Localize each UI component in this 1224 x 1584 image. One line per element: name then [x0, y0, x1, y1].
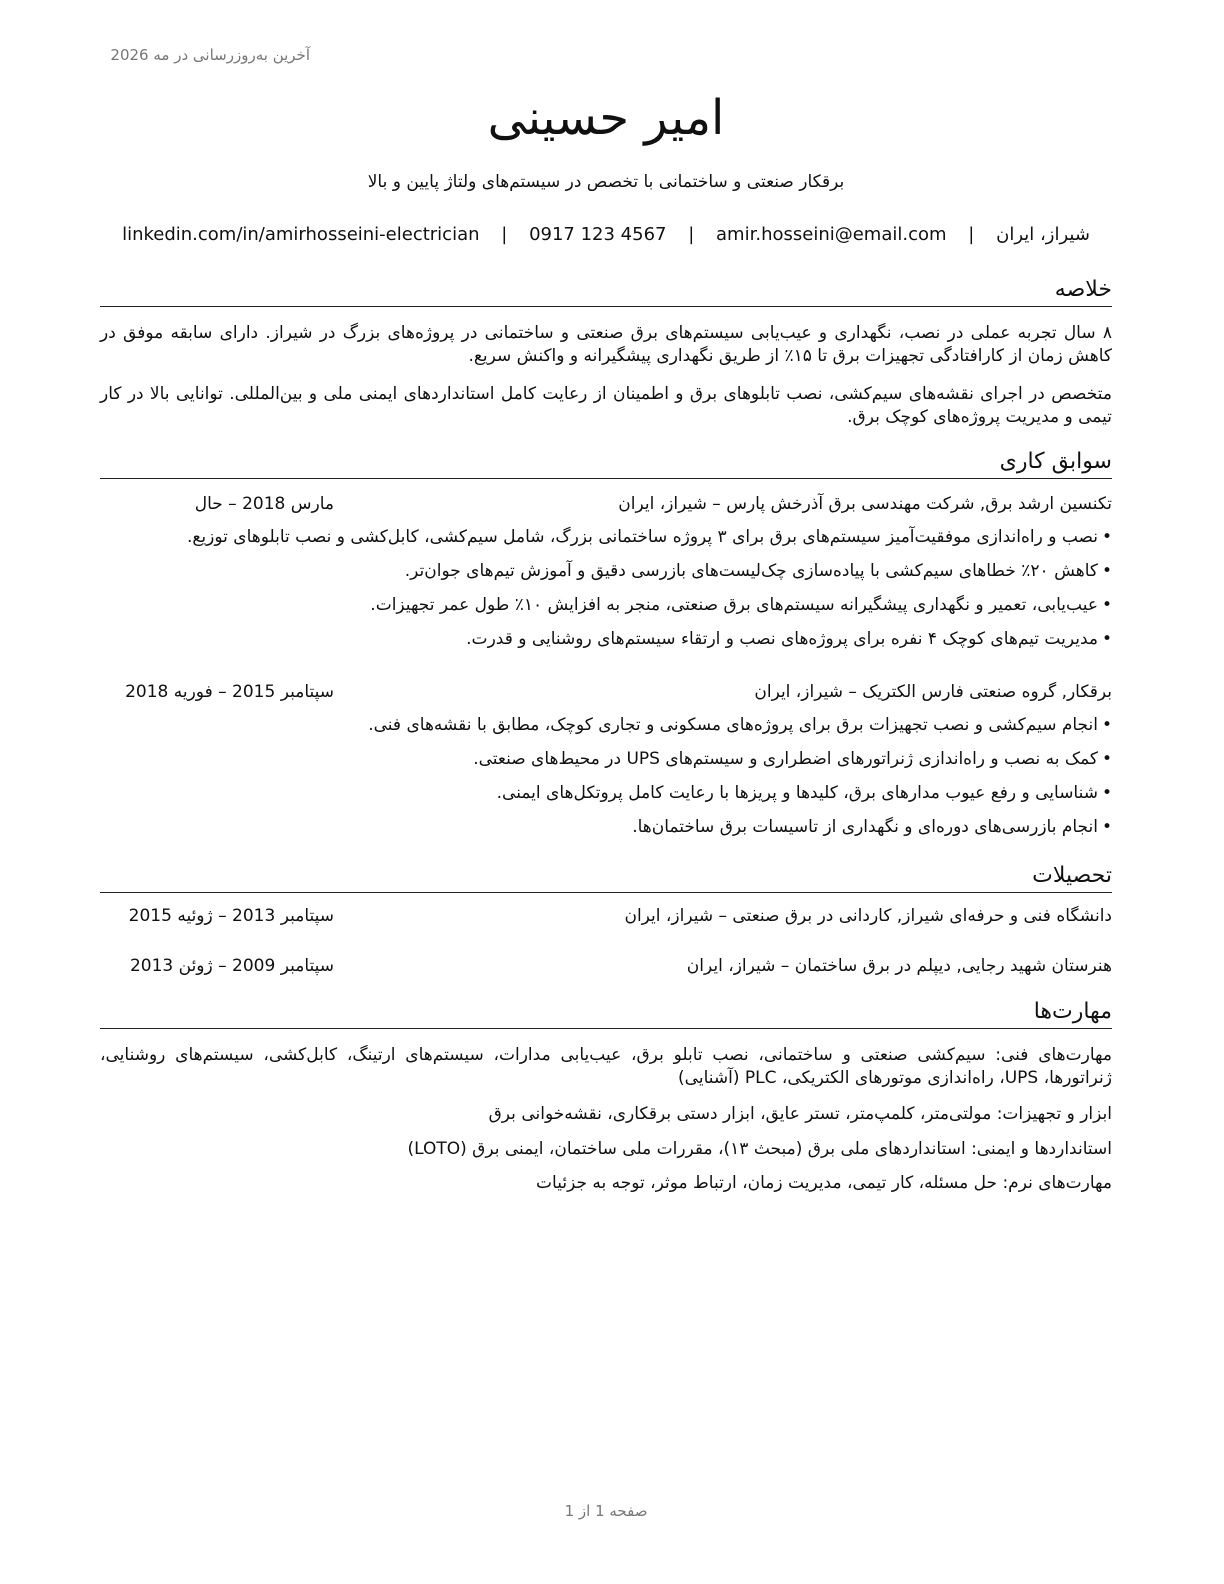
last-updated: آخرین به‌روزرسانی در مه 2026 [110, 46, 310, 64]
bullet-icon: • [1101, 527, 1112, 547]
section-title-summary: خلاصه [100, 276, 1112, 307]
section-title-experience: سوابق کاری [100, 448, 1112, 479]
bullet-icon: • [1101, 629, 1112, 649]
skill-line: استانداردها و ایمنی: استانداردهای ملی برق (مبحث ۱۳)، مقررات ملی ساختمان، ایمنی برق (LOTO) [407, 1139, 1112, 1159]
contact-separator: | [501, 224, 508, 245]
job-date: مارس 2018 – حال [194, 494, 334, 514]
bullet-icon: • [1101, 783, 1112, 803]
skill-line: مهارت‌های فنی: سیم‌کشی صنعتی و ساختمانی، نصب تابلو برق، عیب‌یابی مدارات، سیستم‌های ارتینگ، کابل‌کشی، سیستم‌های روشنایی، ژنراتورها، UPS، راه‌اندازی موتورهای الکتریکی، PLC (آشنایی) [100, 1045, 1112, 1088]
bullet-icon: • [1101, 561, 1112, 581]
contact-email[interactable]: amir.hosseini@email.com [716, 224, 947, 245]
bullet-text: مدیریت تیم‌های کوچک ۴ نفره برای پروژه‌های نصب و ارتقاء سیستم‌های روشنایی و قدرت. [466, 629, 1098, 649]
education-entry [100, 956, 1112, 980]
bullet-icon: • [1101, 595, 1112, 615]
bullet-text: عیب‌یابی، تعمیر و نگهداری پیشگیرانه سیستم‌های برق صنعتی، منجر به افزایش ۱۰٪ طول عمر تجهیزات. [370, 595, 1098, 615]
bullet-text: انجام بازرسی‌های دوره‌ای و نگهداری از تاسیسات برق ساختمان‌ها. [632, 817, 1098, 837]
section-title-skills: مهارت‌ها [100, 998, 1112, 1029]
bullet-icon: • [1101, 749, 1112, 769]
job-bullet [100, 714, 1112, 748]
job-bullet [100, 748, 1112, 782]
contact-phone[interactable]: 0917 123 4567 [529, 224, 667, 245]
skill-line: ابزار و تجهیزات: مولتی‌متر، کلمپ‌متر، تستر عایق، ابزار دستی برقکاری، نقشه‌خوانی برق [488, 1104, 1112, 1124]
job-bullet-list [100, 714, 1112, 850]
job-date: سپتامبر 2015 – فوریه 2018 [125, 682, 334, 702]
job-entry-header [100, 494, 1112, 518]
job-bullet [100, 782, 1112, 816]
job-title: تکنسین ارشد برق, شرکت مهندسی برق آذرخش پارس – شیراز، ایران [618, 494, 1112, 514]
job-bullet [100, 560, 1112, 594]
job-bullet [100, 594, 1112, 628]
bullet-icon: • [1101, 715, 1112, 735]
education-date: سپتامبر 2013 – ژوئیه 2015 [128, 906, 334, 926]
job-bullet [100, 628, 1112, 662]
bullet-text: انجام سیم‌کشی و نصب تجهیزات برق برای پروژه‌های مسکونی و تجاری کوچک، مطابق با نقشه‌های فنی. [368, 715, 1098, 735]
education-heading: دانشگاه فنی و حرفه‌ای شیراز, کاردانی در برق صنعتی – شیراز، ایران [624, 906, 1112, 926]
bullet-text: کاهش ۲۰٪ خطاهای سیم‌کشی با پیاده‌سازی چک‌لیست‌های بازرسی دقیق و آموزش تیم‌های جوان‌تر. [404, 561, 1098, 581]
summary-paragraph: متخصص در اجرای نقشه‌های سیم‌کشی، نصب تابلوهای برق و اطمینان از رعایت کامل استانداردهای ایمنی ملی و بین‌المللی. توانایی بالا در کار تیمی و مدیریت پروژه‌های کوچک برق. [100, 384, 1112, 427]
education-heading: هنرستان شهید رجایی, دیپلم در برق ساختمان – شیراز، ایران [686, 956, 1112, 976]
bullet-text: کمک به نصب و راه‌اندازی ژنراتورهای اضطراری و سیستم‌های UPS در محیط‌های صنعتی. [473, 749, 1098, 769]
job-bullet [100, 816, 1112, 850]
page-number: صفحه 1 از 1 [564, 1502, 648, 1520]
contact-linkedin[interactable]: linkedin.com/in/amirhosseini-electrician [122, 224, 480, 245]
bullet-icon: • [1101, 817, 1112, 837]
resume-page [100, 0, 1112, 1584]
job-title: برقکار, گروه صنعتی فارس الکتریک – شیراز، ایران [754, 682, 1112, 702]
contact-line [100, 224, 1112, 245]
contact-separator: | [688, 224, 695, 245]
contact-separator: | [968, 224, 975, 245]
skill-line: مهارت‌های نرم: حل مسئله، کار تیمی، مدیریت زمان، ارتباط موثر، توجه به جزئیات [536, 1173, 1112, 1193]
job-entry-header [100, 682, 1112, 706]
education-entry [100, 906, 1112, 930]
contact-location: شیراز، ایران [996, 224, 1090, 245]
job-bullet [100, 526, 1112, 560]
education-date: سپتامبر 2009 – ژوئن 2013 [129, 956, 334, 976]
bullet-text: نصب و راه‌اندازی موفقیت‌آمیز سیستم‌های برق برای ۳ پروژه ساختمانی بزرگ، شامل سیم‌کشی، کابل‌کشی و نصب تابلوهای توزیع. [186, 527, 1098, 547]
section-title-education: تحصیلات [100, 862, 1112, 893]
candidate-name: امیر حسینی [487, 90, 725, 146]
bullet-text: شناسایی و رفع عیوب مدارهای برق، کلیدها و پریزها با رعایت کامل پروتکل‌های ایمنی. [496, 783, 1098, 803]
summary-paragraph: ۸ سال تجربه عملی در نصب، نگهداری و عیب‌یابی سیستم‌های برق صنعتی و ساختمانی در پروژه‌های بزرگ در شیراز. دارای سابقه موفق در کاهش زمان از کارافتادگی تجهیزات برق تا ۱۵٪ از طریق نگهداری پیشگیرانه و واکنش سریع. [100, 323, 1112, 366]
job-bullet-list [100, 526, 1112, 662]
candidate-tagline: برقکار صنعتی و ساختمانی با تخصص در سیستم‌های ولتاژ پایین و بالا [367, 172, 845, 192]
